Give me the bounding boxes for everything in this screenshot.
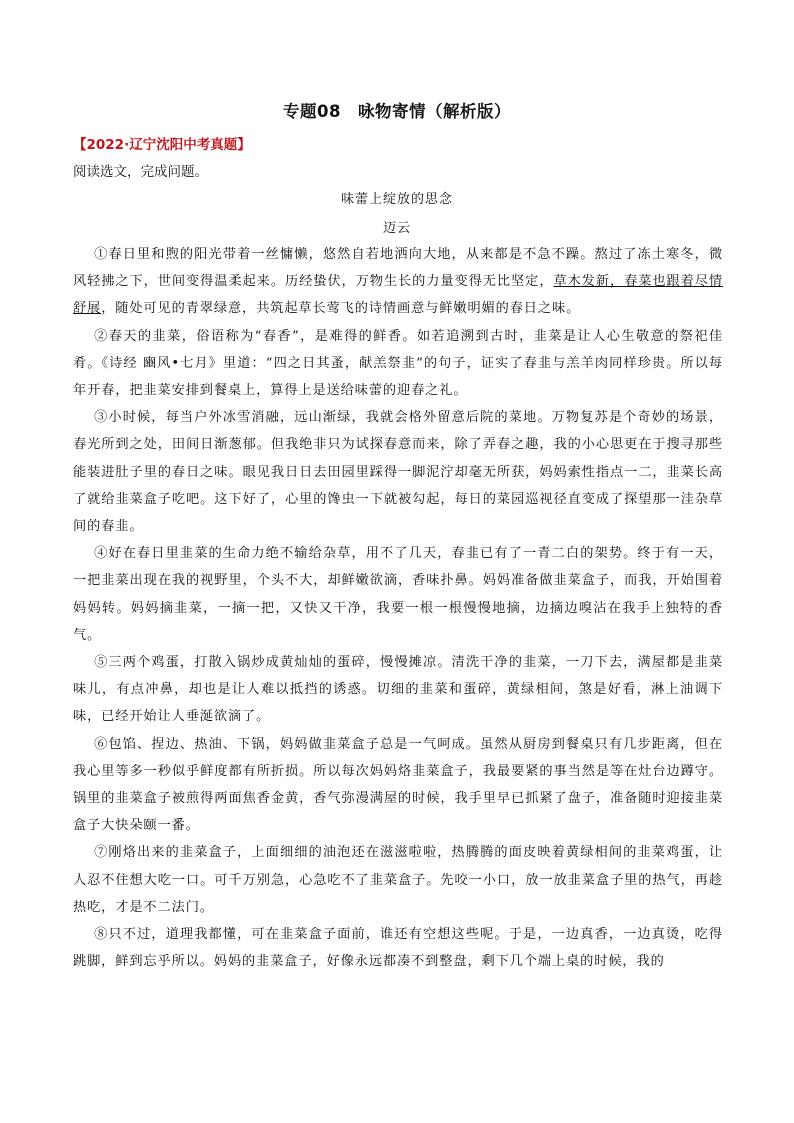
essay-paragraph-5: ⑤三两个鸡蛋，打散入锅炒成黄灿灿的蛋碎，慢慢摊凉。清洗干净的韭菜，一刀下去，满屋都是韭菜味儿，有点冲鼻，却也是让人难以抵挡的诱惑。切细的韭菜和蛋碎，黄绿相间，煞是好看，淋上油调下味，已经开始让人垂涎欲滴了。 bbox=[73, 655, 723, 725]
paragraph-text: ，随处可见的青翠绿意，共筑起草长莺飞的诗情画意与鲜嫩明媚的春日之味。 bbox=[101, 301, 581, 317]
essay-title: 味蕾上绽放的思念 bbox=[340, 192, 453, 207]
essay-paragraph-3: ③小时候，每当户外冰雪消融，远山渐绿，我就会格外留意后院的菜地。万物复苏是个奇妙的场景，春光所到之处，田间日渐葱郁。但我绝非只为试探春意而来，除了弄春之趣，我的小心思更在于搜寻那些能装进肚子里的春日之味。眼见我日日去田园里踩得一脚泥泞却毫无所获，妈妈索性指点一二，韭菜长高了就给韭菜盒子吃吧。这下好了，心里的馋虫一下就被勾起，每日的菜园巡视径直变成了探望那一洼杂草间的春韭。 bbox=[73, 410, 723, 535]
essay-paragraph-4: ④好在春日里韭菜的生命力绝不输给杂草，用不了几天，春韭已有了一青二白的架势。终于有一天，一把韭菜出现在我的视野里，个头不大，却鲜嫩欲滴，香味扑鼻。妈妈准备做韭菜盒子，而我，开始围着妈妈转。妈妈摘韭菜，一摘一把，又快又干净，我要一根一根慢慢地摘，边摘边嗅沾在我手上独特的香气。 bbox=[73, 546, 723, 643]
essay-author: 迈云 bbox=[382, 221, 411, 236]
document-title: 专题08 咏物寄情（解析版） bbox=[283, 102, 511, 121]
essay-paragraph-8: ⑧只不过，道理我都懂，可在韭菜盒子面前，谁还有空想这些呢。于是，一边真香，一边真烫，吃得跳脚，鲜到忘乎所以。妈妈的韭菜盒子，好像永远都凑不到整盘，剩下几个端上桌的时候，我的 bbox=[73, 927, 723, 970]
essay-paragraph-2: ②春天的韭菜，俗语称为“春香”，是难得的鲜香。如若追溯到古时，韭菜是让人心生敬意的祭祀佳肴。《诗经 豳风•七月》里道：“四之日其蚤，献羔祭韭”的句子，证实了春韭与羔羊肉同样珍贵。所以每年开春，把韭菜安排到餐桌上，算得上是送给味蕾的迎春之礼。 bbox=[73, 328, 723, 399]
essay-paragraph-7: ⑦刚烙出来的韭菜盒子，上面细细的油泡还在滋滋啦啦，热腾腾的面皮映着黄绿相间的韭菜鸡蛋，让人忍不住想大吃一口。可千万别急，心急吃不了韭菜盒子。先咬一小口，放一放韭菜盒子里的热气，再趁热吃，才是不二法门。 bbox=[73, 845, 723, 915]
essay-paragraph-6: ⑥包馅、捏边、热油、下锅，妈妈做韭菜盒子总是一气呵成。虽然从厨房到餐桌只有几步距离，但在我心里等多一秒似乎鲜度都有所折损。所以每次妈妈烙韭菜盒子，我最要紧的事当然是等在灶台边蹲守。锅里的韭菜盒子被煎得两面焦香金黄，香气弥漫满屋的时候，我手里早已抓紧了盘子，准备随时迎接韭菜盒子大快朵颐一番。 bbox=[73, 736, 723, 834]
underlined-sentence: 草木发新，春菜也跟着尽情舒展 bbox=[73, 274, 723, 317]
essay-paragraph-1 bbox=[73, 241, 723, 323]
essay-body bbox=[73, 241, 723, 975]
reading-instruction: 阅读选文，完成问题。 bbox=[73, 164, 208, 180]
paragraph-text: ①春日里和煦的阳光带着一丝慵懒，悠然自若地洒向大地，从来都是不急不躁。熬过了冻土寒冬，微风轻拂之下，世间变得温柔起来。历经蛰伏，万物生长的力量变得无比坚定， bbox=[73, 247, 723, 290]
exam-source-tag: 【2022·辽宁沈阳中考真题】 bbox=[73, 137, 251, 153]
